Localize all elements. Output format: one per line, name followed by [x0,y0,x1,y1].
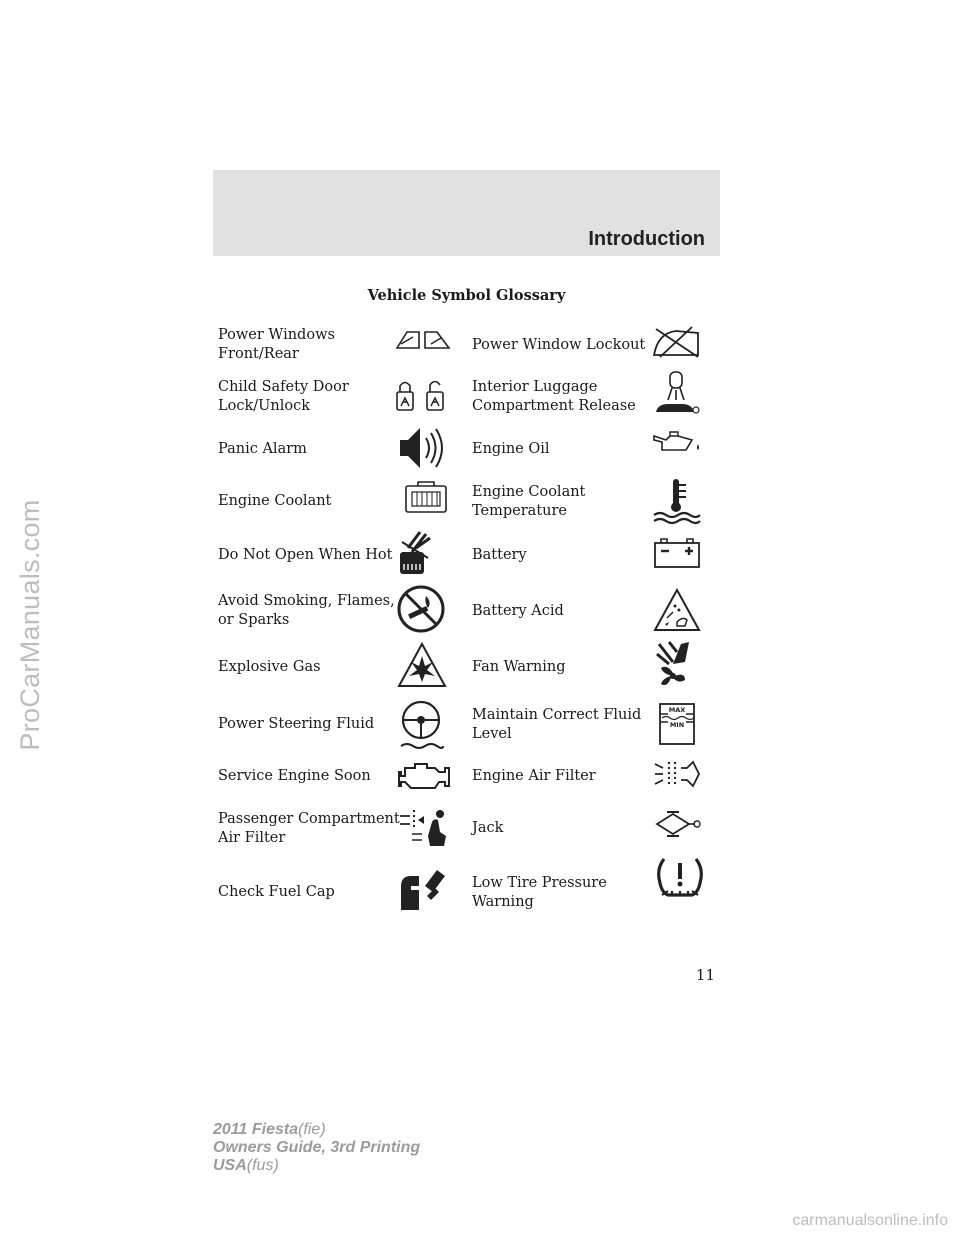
footer-market: USA [213,1157,247,1174]
label-cabin-filter: Passenger Compartment Air Filter [218,811,400,846]
footer-model: 2011 Fiesta [213,1121,299,1138]
label-window-lockout: Power Window Lockout [472,337,646,353]
fluid-min-mark: MIN [669,721,685,729]
thermometer-icon [652,477,700,523]
hot-cap-icon [398,530,432,576]
label-engine-air-filter: Engine Air Filter [472,768,596,784]
section-title: Introduction [588,228,705,250]
fluid-max-mark: MAX [668,706,686,714]
label-service-engine: Service Engine Soon [218,768,371,784]
window-lockout-icon [652,325,702,359]
label-tire-pressure: Low Tire Pressure Warning [472,875,607,910]
label-battery-acid: Battery Acid [472,603,564,619]
page-number: 11 [695,966,715,984]
section-header [213,170,720,256]
label-explosive-gas: Explosive Gas [218,659,321,675]
jack-icon [655,810,701,838]
oil-can-icon [652,430,702,454]
label-engine-oil: Engine Oil [472,441,550,457]
engine-icon [397,760,451,792]
air-filter-icon [653,758,701,790]
steering-wheel-icon [399,700,443,750]
coolant-icon [404,478,448,514]
label-do-not-open-hot: Do Not Open When Hot [218,547,393,563]
fluid-level-icon [658,702,696,746]
power-windows-icon [395,328,453,350]
label-avoid-smoking: Avoid Smoking, Flames, or Sparks [218,593,395,628]
fuel-cap-icon [397,866,447,912]
label-fluid-level: Maintain Correct Fluid Level [472,707,642,742]
footer-market-code: (fus) [246,1157,279,1174]
trunk-release-icon [652,370,700,416]
footer-guide: Owners Guide, 3rd Printing [213,1139,421,1156]
bottom-watermark: carmanualsonline.info [792,1212,948,1229]
footer-model-code: (fie) [298,1121,326,1138]
footer [213,1121,420,1175]
tire-pressure-icon [656,855,704,899]
explosion-icon [397,642,447,688]
label-panic-alarm: Panic Alarm [218,441,307,457]
label-coolant-temp: Engine Coolant Temperature [472,484,586,519]
label-power-windows: Power Windows Front/Rear [218,327,335,362]
label-check-fuel-cap: Check Fuel Cap [218,884,335,900]
child-lock-icon [395,378,447,412]
no-smoking-icon [396,584,446,634]
label-trunk-release: Interior Luggage Compartment Release [472,379,636,414]
acid-warning-icon [653,588,701,632]
side-watermark: ProCarManuals.com [15,499,45,751]
label-child-lock: Child Safety Door Lock/Unlock [218,379,349,414]
label-power-steering-fluid: Power Steering Fluid [218,716,375,732]
label-jack: Jack [472,820,504,836]
battery-icon [653,537,701,569]
cabin-filter-icon [398,806,448,850]
label-fan-warning: Fan Warning [472,659,566,675]
label-battery: Battery [472,547,527,563]
fan-icon [653,640,697,690]
glossary-title: Vehicle Symbol Glossary [367,287,566,304]
label-engine-coolant: Engine Coolant [218,493,332,509]
speaker-icon [398,426,446,470]
